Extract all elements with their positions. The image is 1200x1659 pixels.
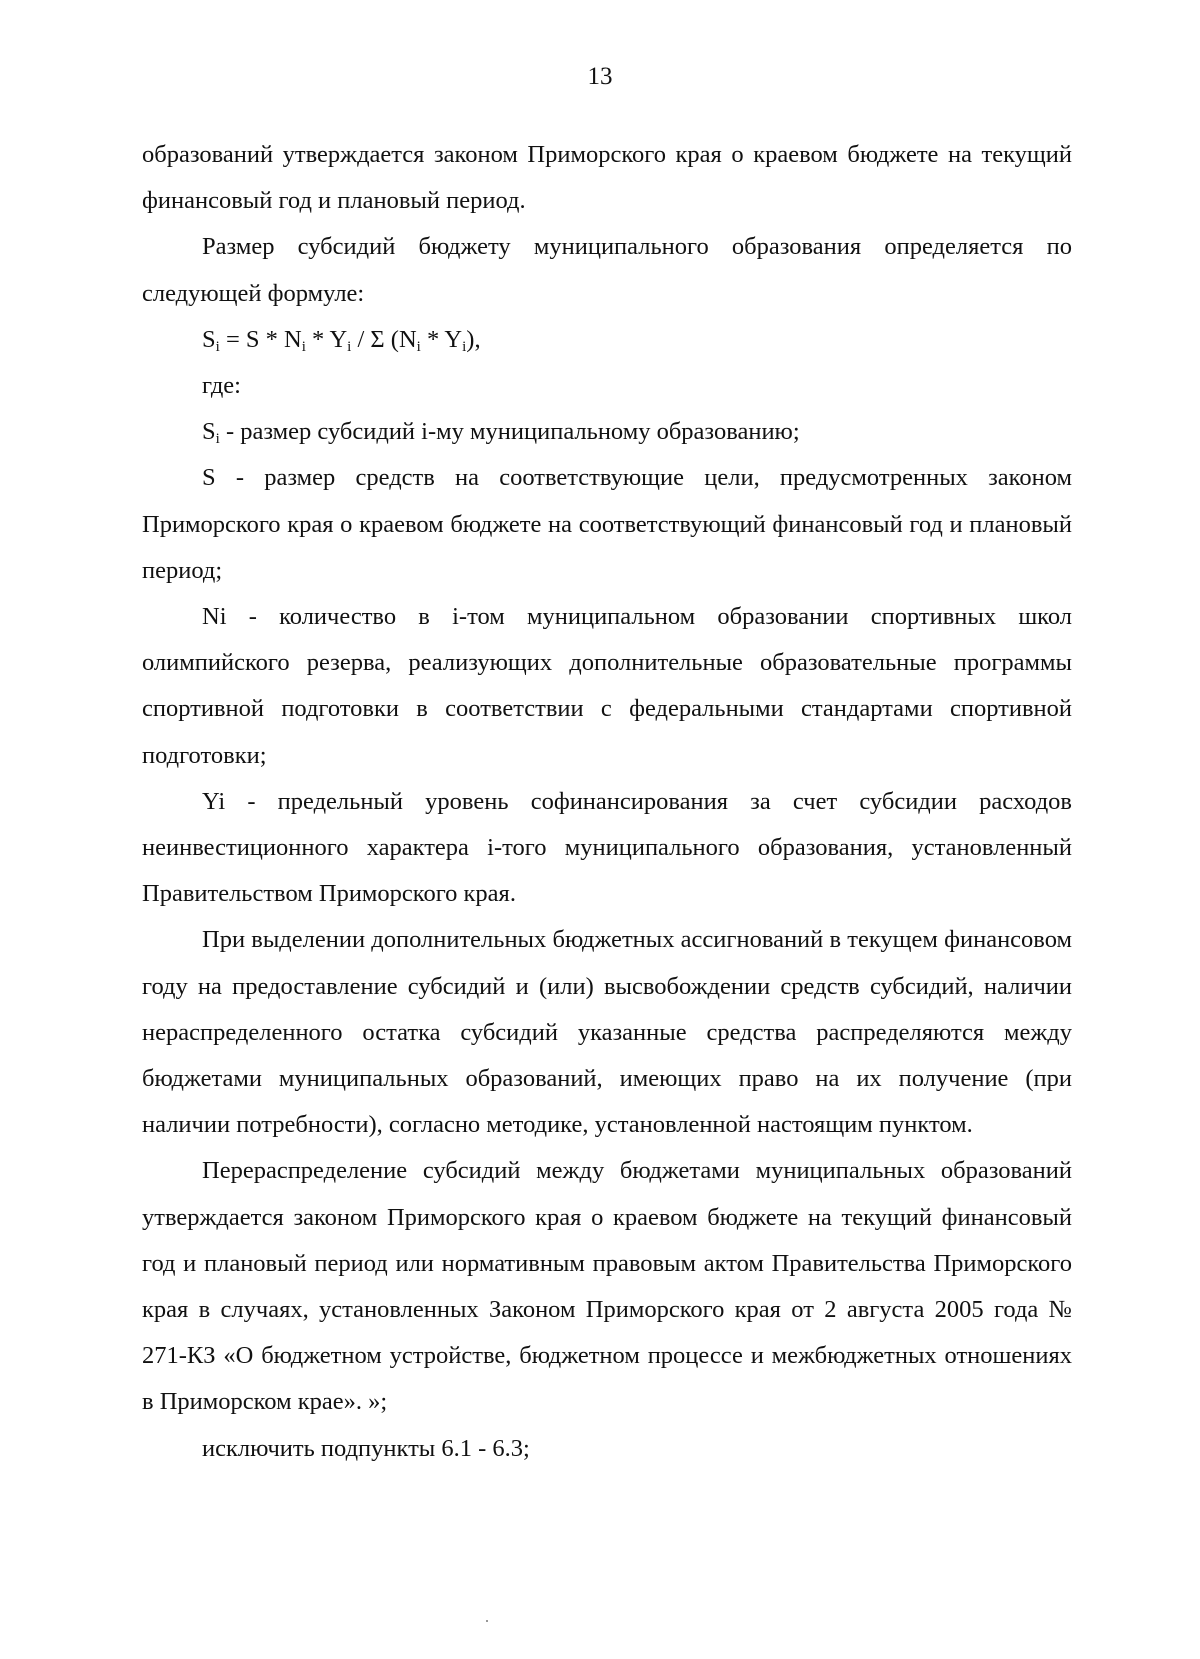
- paragraph-exclude-subitems: исключить подпункты 6.1 - 6.3;: [202, 1434, 530, 1462]
- scan-dot: [486, 1620, 488, 1622]
- paragraph-redistribution: Перераспределение субсидий между бюджетами муниципальных образований утверждается законом Приморского края о краевом бюджете на текущий финансовый год и плановый период или нормативным правовым актом Правительства Приморского края в случаях, установленных Законом Приморского края от 2 августа 2005 года № 271-КЗ «О бюджетном устройстве, бюджетном процессе и межбюджетных отношениях в Приморском крае». »;: [142, 1157, 1072, 1416]
- paragraph-continuation: образований утверждается законом Приморского края о краевом бюджете на текущий финансовый год и плановый период.: [142, 141, 1072, 215]
- paragraph-s-definition: S - размер средств на соответствующие цели, предусмотренных законом Приморского края о краевом бюджете на соответствующий финансовый год и плановый период;: [142, 464, 1072, 584]
- paragraph-ni-definition: Ni - количество в i-том муниципальном образовании спортивных школ олимпийского резерва, реализующих дополнительные образовательные программы спортивной подготовки в соответствии с федеральными стандартами спортивной подготовки;: [142, 603, 1072, 769]
- subsidy-formula: $S_i = S * N_i * Y_i / \Sigma$ $(N_i * Y_i)$,: [202, 325, 481, 355]
- document-body: [142, 132, 1072, 1472]
- paragraph-formula-intro: Размер субсидий бюджету муниципального образования определяется по следующей формуле:: [142, 233, 1072, 307]
- paragraph-yi-definition: Yi - предельный уровень софинансирования за счет субсидии расходов неинвестиционного характера i-того муниципального образования, установленный Правительством Приморского края.: [142, 787, 1072, 908]
- paragraph-additional-allocations: При выделении дополнительных бюджетных ассигнований в текущем финансовом году на предоставление субсидий и (или) высвобождении средств субсидий, наличии нераспределенного остатка субсидий указанные средства распределяются между бюджетами муниципальных образований, имеющих право на их получение (при наличии потребности), согласно методике, установленной настоящим пунктом.: [142, 926, 1072, 1139]
- paragraph-where: где:: [202, 372, 241, 400]
- page-number: 13: [587, 63, 613, 90]
- paragraph-si-definition: $S_i$ - размер субсидий i-му муниципальному образованию;: [202, 418, 800, 448]
